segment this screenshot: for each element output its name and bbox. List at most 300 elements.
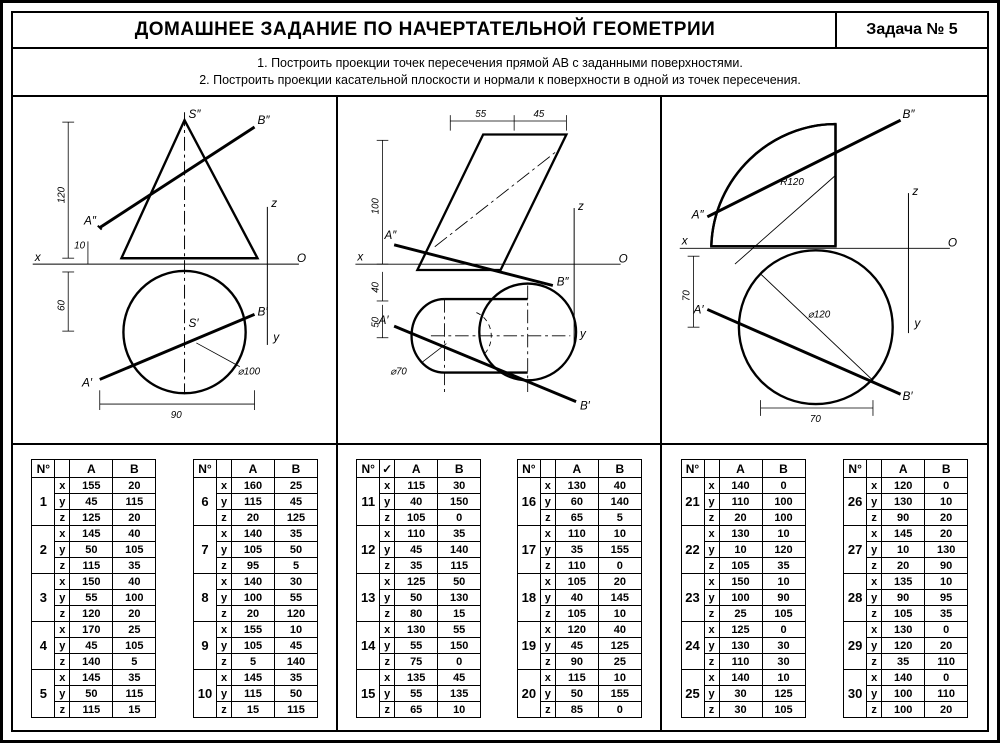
dim-60: 60 [56, 300, 68, 311]
value-b: 55 [438, 622, 481, 638]
label-axis-y: y [914, 316, 920, 331]
value-a: 145 [70, 670, 113, 686]
axis-label: x [217, 670, 232, 686]
value-a: 30 [719, 686, 762, 702]
label-axis-y: y [273, 329, 280, 344]
value-b: 130 [438, 590, 481, 606]
value-b: 120 [762, 542, 805, 558]
value-b: 0 [762, 622, 805, 638]
axis-label: x [55, 622, 70, 638]
value-b: 10 [598, 670, 641, 686]
page-title: ДОМАШНЕЕ ЗАДАНИЕ ПО НАЧЕРТАТЕЛЬНОЙ ГЕОМЕТРИИ [134, 19, 716, 40]
col-header-b: B [438, 460, 481, 478]
label-origin: O [296, 251, 307, 266]
value-b: 0 [925, 478, 968, 494]
col-header-number: N° [32, 460, 55, 478]
axis-label: x [540, 670, 555, 686]
value-b: 35 [762, 558, 805, 574]
variant-number: 10 [194, 670, 217, 718]
axis-label: y [704, 638, 719, 654]
value-a: 115 [232, 686, 275, 702]
value-a: 105 [555, 606, 598, 622]
value-a: 90 [882, 590, 925, 606]
dim-100: 100 [371, 198, 383, 215]
value-a: 140 [719, 670, 762, 686]
col-header-axis [55, 460, 70, 478]
value-b: 50 [275, 686, 318, 702]
axis-label: z [217, 510, 232, 526]
value-b: 10 [598, 606, 641, 622]
variant-number: 11 [357, 478, 380, 526]
drawing-cylinder [336, 97, 661, 443]
axis-label: x [380, 574, 395, 590]
col-header-a: A [395, 460, 438, 478]
axis-label: y [217, 590, 232, 606]
value-b: 115 [113, 494, 156, 510]
axis-label: y [380, 638, 395, 654]
value-a: 120 [882, 478, 925, 494]
value-b: 5 [275, 558, 318, 574]
table-row [357, 670, 481, 686]
col-header-a: A [232, 460, 275, 478]
value-b: 0 [762, 478, 805, 494]
value-a: 65 [555, 510, 598, 526]
value-a: 115 [555, 670, 598, 686]
value-a: 105 [719, 558, 762, 574]
value-a: 130 [555, 478, 598, 494]
axis-label: y [540, 542, 555, 558]
value-b: 140 [275, 654, 318, 670]
axis-label: x [704, 478, 719, 494]
dim-55: 55 [475, 109, 487, 121]
value-a: 105 [555, 574, 598, 590]
value-a: 115 [70, 702, 113, 718]
table-row [194, 670, 318, 686]
axis-label: z [540, 606, 555, 622]
value-b: 90 [762, 590, 805, 606]
value-b: 55 [275, 590, 318, 606]
variant-number: 7 [194, 526, 217, 574]
value-a: 50 [555, 686, 598, 702]
value-a: 115 [395, 478, 438, 494]
table-header-row [194, 460, 318, 478]
variant-tables-group-1 [13, 445, 336, 730]
value-a: 55 [395, 638, 438, 654]
axis-label: y [540, 494, 555, 510]
value-a: 50 [70, 686, 113, 702]
table-header-row [357, 460, 481, 478]
value-a: 75 [395, 654, 438, 670]
table-header-row [517, 460, 641, 478]
variant-table [193, 459, 318, 718]
value-a: 80 [395, 606, 438, 622]
value-b: 115 [438, 558, 481, 574]
dim-70-vertical: 70 [681, 290, 693, 302]
axis-label: z [380, 654, 395, 670]
col-header-b: B [113, 460, 156, 478]
drawings-area [13, 97, 987, 445]
axis-label: x [55, 478, 70, 494]
axis-label: x [704, 670, 719, 686]
axis-label: z [540, 654, 555, 670]
value-b: 35 [438, 526, 481, 542]
value-a: 105 [395, 510, 438, 526]
axis-label: y [867, 638, 882, 654]
value-b: 30 [762, 638, 805, 654]
axis-label: y [540, 590, 555, 606]
axis-label: y [540, 686, 555, 702]
value-b: 20 [925, 510, 968, 526]
value-b: 0 [925, 670, 968, 686]
value-b: 155 [598, 542, 641, 558]
variant-number: 8 [194, 574, 217, 622]
axis-label: z [380, 702, 395, 718]
value-b: 140 [598, 494, 641, 510]
axis-label: z [867, 558, 882, 574]
col-header-axis [540, 460, 555, 478]
value-b: 125 [762, 686, 805, 702]
value-b: 45 [275, 638, 318, 654]
col-header-axis [217, 460, 232, 478]
dim-10: 10 [74, 240, 86, 252]
value-b: 100 [762, 494, 805, 510]
table-row [844, 478, 968, 494]
table-row [844, 526, 968, 542]
value-a: 50 [70, 542, 113, 558]
value-b: 100 [113, 590, 156, 606]
axis-label: y [380, 494, 395, 510]
value-a: 25 [719, 606, 762, 622]
label-axis-x: x [357, 250, 364, 264]
variant-number: 21 [681, 478, 704, 526]
axis-label: x [540, 622, 555, 638]
label-axis-x: x [681, 233, 688, 248]
variant-number: 18 [517, 574, 540, 622]
label-a2: A″ [83, 213, 97, 228]
value-a: 160 [232, 478, 275, 494]
variant-number: 24 [681, 622, 704, 670]
value-a: 120 [882, 638, 925, 654]
value-b: 30 [762, 654, 805, 670]
axis-label: y [540, 638, 555, 654]
value-b: 0 [598, 558, 641, 574]
label-axis-z: z [912, 184, 918, 199]
value-a: 40 [395, 494, 438, 510]
value-a: 20 [232, 606, 275, 622]
value-b: 25 [598, 654, 641, 670]
value-b: 10 [762, 670, 805, 686]
value-a: 20 [719, 510, 762, 526]
axis-label: y [867, 542, 882, 558]
value-a: 110 [719, 654, 762, 670]
label-axis-x: x [34, 250, 41, 265]
table-row [681, 478, 805, 494]
col-header-a: A [882, 460, 925, 478]
col-header-b: B [925, 460, 968, 478]
axis-label: x [867, 670, 882, 686]
value-a: 50 [395, 590, 438, 606]
value-b: 105 [113, 542, 156, 558]
table-row [357, 622, 481, 638]
value-a: 85 [555, 702, 598, 718]
value-b: 115 [275, 702, 318, 718]
value-b: 20 [598, 574, 641, 590]
axis-label: y [55, 590, 70, 606]
value-a: 60 [555, 494, 598, 510]
value-b: 25 [113, 622, 156, 638]
value-a: 55 [70, 590, 113, 606]
col-header-axis [867, 460, 882, 478]
label-b2: B″ [902, 107, 915, 122]
value-a: 110 [555, 558, 598, 574]
value-b: 130 [925, 542, 968, 558]
value-a: 150 [719, 574, 762, 590]
value-a: 125 [395, 574, 438, 590]
value-a: 105 [232, 638, 275, 654]
value-a: 10 [882, 542, 925, 558]
axis-label: y [380, 542, 395, 558]
variant-number: 14 [357, 622, 380, 670]
drawing-sphere [662, 97, 987, 443]
label-origin: O [619, 252, 629, 266]
dim-diameter-70: ⌀70 [390, 366, 408, 378]
value-a: 135 [395, 670, 438, 686]
col-header-number: N° [844, 460, 867, 478]
value-b: 35 [275, 526, 318, 542]
value-b: 20 [113, 510, 156, 526]
axis-label: y [867, 686, 882, 702]
table-header-row [681, 460, 805, 478]
axis-label: x [380, 622, 395, 638]
variant-number: 28 [844, 574, 867, 622]
table-row [194, 478, 318, 494]
variant-table [517, 459, 642, 718]
table-row [681, 574, 805, 590]
axis-label: y [704, 590, 719, 606]
value-a: 110 [395, 526, 438, 542]
axis-label: x [867, 478, 882, 494]
value-a: 125 [719, 622, 762, 638]
label-axis-z: z [578, 199, 585, 213]
variant-number: 27 [844, 526, 867, 574]
variant-table [681, 459, 806, 718]
variant-table-block-4 [681, 459, 806, 718]
value-b: 20 [925, 702, 968, 718]
axis-label: z [55, 606, 70, 622]
axis-label: z [540, 702, 555, 718]
axis-label: x [380, 670, 395, 686]
label-axis-z: z [271, 195, 278, 210]
variant-number: 15 [357, 670, 380, 718]
label-s1: S′ [188, 316, 199, 331]
value-b: 115 [113, 686, 156, 702]
variant-number: 20 [517, 670, 540, 718]
value-a: 105 [882, 606, 925, 622]
axis-label: z [217, 654, 232, 670]
variant-table-block-1 [193, 459, 318, 718]
axis-label: y [55, 542, 70, 558]
value-a: 130 [882, 494, 925, 510]
value-a: 45 [555, 638, 598, 654]
variant-number: 25 [681, 670, 704, 718]
value-b: 35 [113, 558, 156, 574]
table-header-row [844, 460, 968, 478]
value-b: 10 [598, 526, 641, 542]
value-a: 130 [719, 526, 762, 542]
value-b: 110 [925, 686, 968, 702]
table-row [844, 622, 968, 638]
value-b: 140 [438, 542, 481, 558]
axis-label: z [704, 654, 719, 670]
value-b: 10 [275, 622, 318, 638]
value-a: 130 [882, 622, 925, 638]
variant-tables-group-2 [336, 445, 661, 730]
col-header-b: B [762, 460, 805, 478]
value-b: 5 [113, 654, 156, 670]
variant-tables-grid-2 [338, 445, 659, 718]
axis-label: x [867, 574, 882, 590]
axis-label: x [704, 526, 719, 542]
value-b: 40 [113, 574, 156, 590]
axis-label: z [867, 702, 882, 718]
col-header-number: N° [357, 460, 380, 478]
value-a: 95 [232, 558, 275, 574]
value-a: 10 [719, 542, 762, 558]
axis-label: x [704, 622, 719, 638]
label-a1: A′ [379, 314, 389, 328]
axis-label: x [704, 574, 719, 590]
value-b: 20 [925, 638, 968, 654]
label-b2: B″ [257, 113, 270, 128]
table-row [681, 670, 805, 686]
axis-label: x [380, 478, 395, 494]
axis-label: x [540, 574, 555, 590]
value-b: 50 [275, 542, 318, 558]
table-row [32, 526, 156, 542]
variant-tables-grid-3 [662, 445, 987, 718]
axis-label: z [380, 606, 395, 622]
value-a: 90 [882, 510, 925, 526]
variant-number: 13 [357, 574, 380, 622]
dim-45: 45 [533, 109, 545, 121]
variant-table-block-0 [31, 459, 156, 718]
axis-label: z [867, 654, 882, 670]
value-b: 35 [925, 606, 968, 622]
table-row [194, 622, 318, 638]
axis-label: y [867, 494, 882, 510]
value-b: 35 [275, 670, 318, 686]
value-a: 100 [719, 590, 762, 606]
variant-number: 2 [32, 526, 55, 574]
task-line-2: 2. Построить проекции касательной плоскости и нормали к поверхности в одной из точек пересечения. [199, 73, 801, 87]
table-row [517, 574, 641, 590]
value-b: 135 [438, 686, 481, 702]
variant-number: 16 [517, 478, 540, 526]
value-a: 35 [882, 654, 925, 670]
value-a: 115 [232, 494, 275, 510]
variant-number: 12 [357, 526, 380, 574]
value-b: 10 [925, 574, 968, 590]
axis-label: x [867, 622, 882, 638]
value-a: 150 [70, 574, 113, 590]
axis-label: y [217, 686, 232, 702]
variant-table [31, 459, 156, 718]
col-header-a: A [555, 460, 598, 478]
axis-label: x [380, 526, 395, 542]
table-row [32, 670, 156, 686]
axis-label: y [867, 590, 882, 606]
value-a: 40 [555, 590, 598, 606]
axis-label: z [704, 558, 719, 574]
value-a: 140 [232, 526, 275, 542]
variant-number: 5 [32, 670, 55, 718]
value-b: 10 [925, 494, 968, 510]
value-b: 125 [598, 638, 641, 654]
axis-label: z [217, 558, 232, 574]
axis-label: x [217, 526, 232, 542]
value-b: 0 [438, 510, 481, 526]
label-a1: A′ [693, 302, 704, 317]
value-a: 45 [70, 494, 113, 510]
axis-label: x [55, 670, 70, 686]
value-b: 45 [275, 494, 318, 510]
value-b: 10 [762, 526, 805, 542]
value-b: 40 [598, 478, 641, 494]
axis-label: y [55, 686, 70, 702]
value-b: 15 [113, 702, 156, 718]
value-b: 35 [113, 670, 156, 686]
col-header-a: A [719, 460, 762, 478]
value-b: 40 [113, 526, 156, 542]
dim-90: 90 [170, 409, 182, 421]
value-a: 140 [70, 654, 113, 670]
value-a: 45 [70, 638, 113, 654]
table-row [32, 478, 156, 494]
value-a: 140 [882, 670, 925, 686]
label-a1: A′ [82, 375, 93, 390]
value-a: 15 [232, 702, 275, 718]
axis-label: z [217, 606, 232, 622]
variant-table-block-2 [356, 459, 481, 718]
value-a: 145 [882, 526, 925, 542]
col-header-number: N° [517, 460, 540, 478]
axis-label: x [55, 526, 70, 542]
dim-40: 40 [371, 282, 383, 293]
table-header-row [32, 460, 156, 478]
value-a: 5 [232, 654, 275, 670]
value-b: 5 [598, 510, 641, 526]
axis-label: z [55, 510, 70, 526]
table-row [681, 526, 805, 542]
value-a: 90 [555, 654, 598, 670]
table-row [357, 478, 481, 494]
variant-number: 3 [32, 574, 55, 622]
drawing-cone [13, 97, 336, 443]
value-a: 110 [719, 494, 762, 510]
axis-label: y [217, 638, 232, 654]
variant-tables-grid-1 [13, 445, 336, 718]
value-b: 155 [598, 686, 641, 702]
dim-r120: R120 [779, 177, 804, 189]
axis-label: x [217, 574, 232, 590]
value-b: 150 [438, 494, 481, 510]
value-b: 40 [598, 622, 641, 638]
value-b: 20 [113, 478, 156, 494]
axis-label: y [704, 542, 719, 558]
value-a: 55 [395, 686, 438, 702]
axis-label: z [380, 510, 395, 526]
value-a: 65 [395, 702, 438, 718]
